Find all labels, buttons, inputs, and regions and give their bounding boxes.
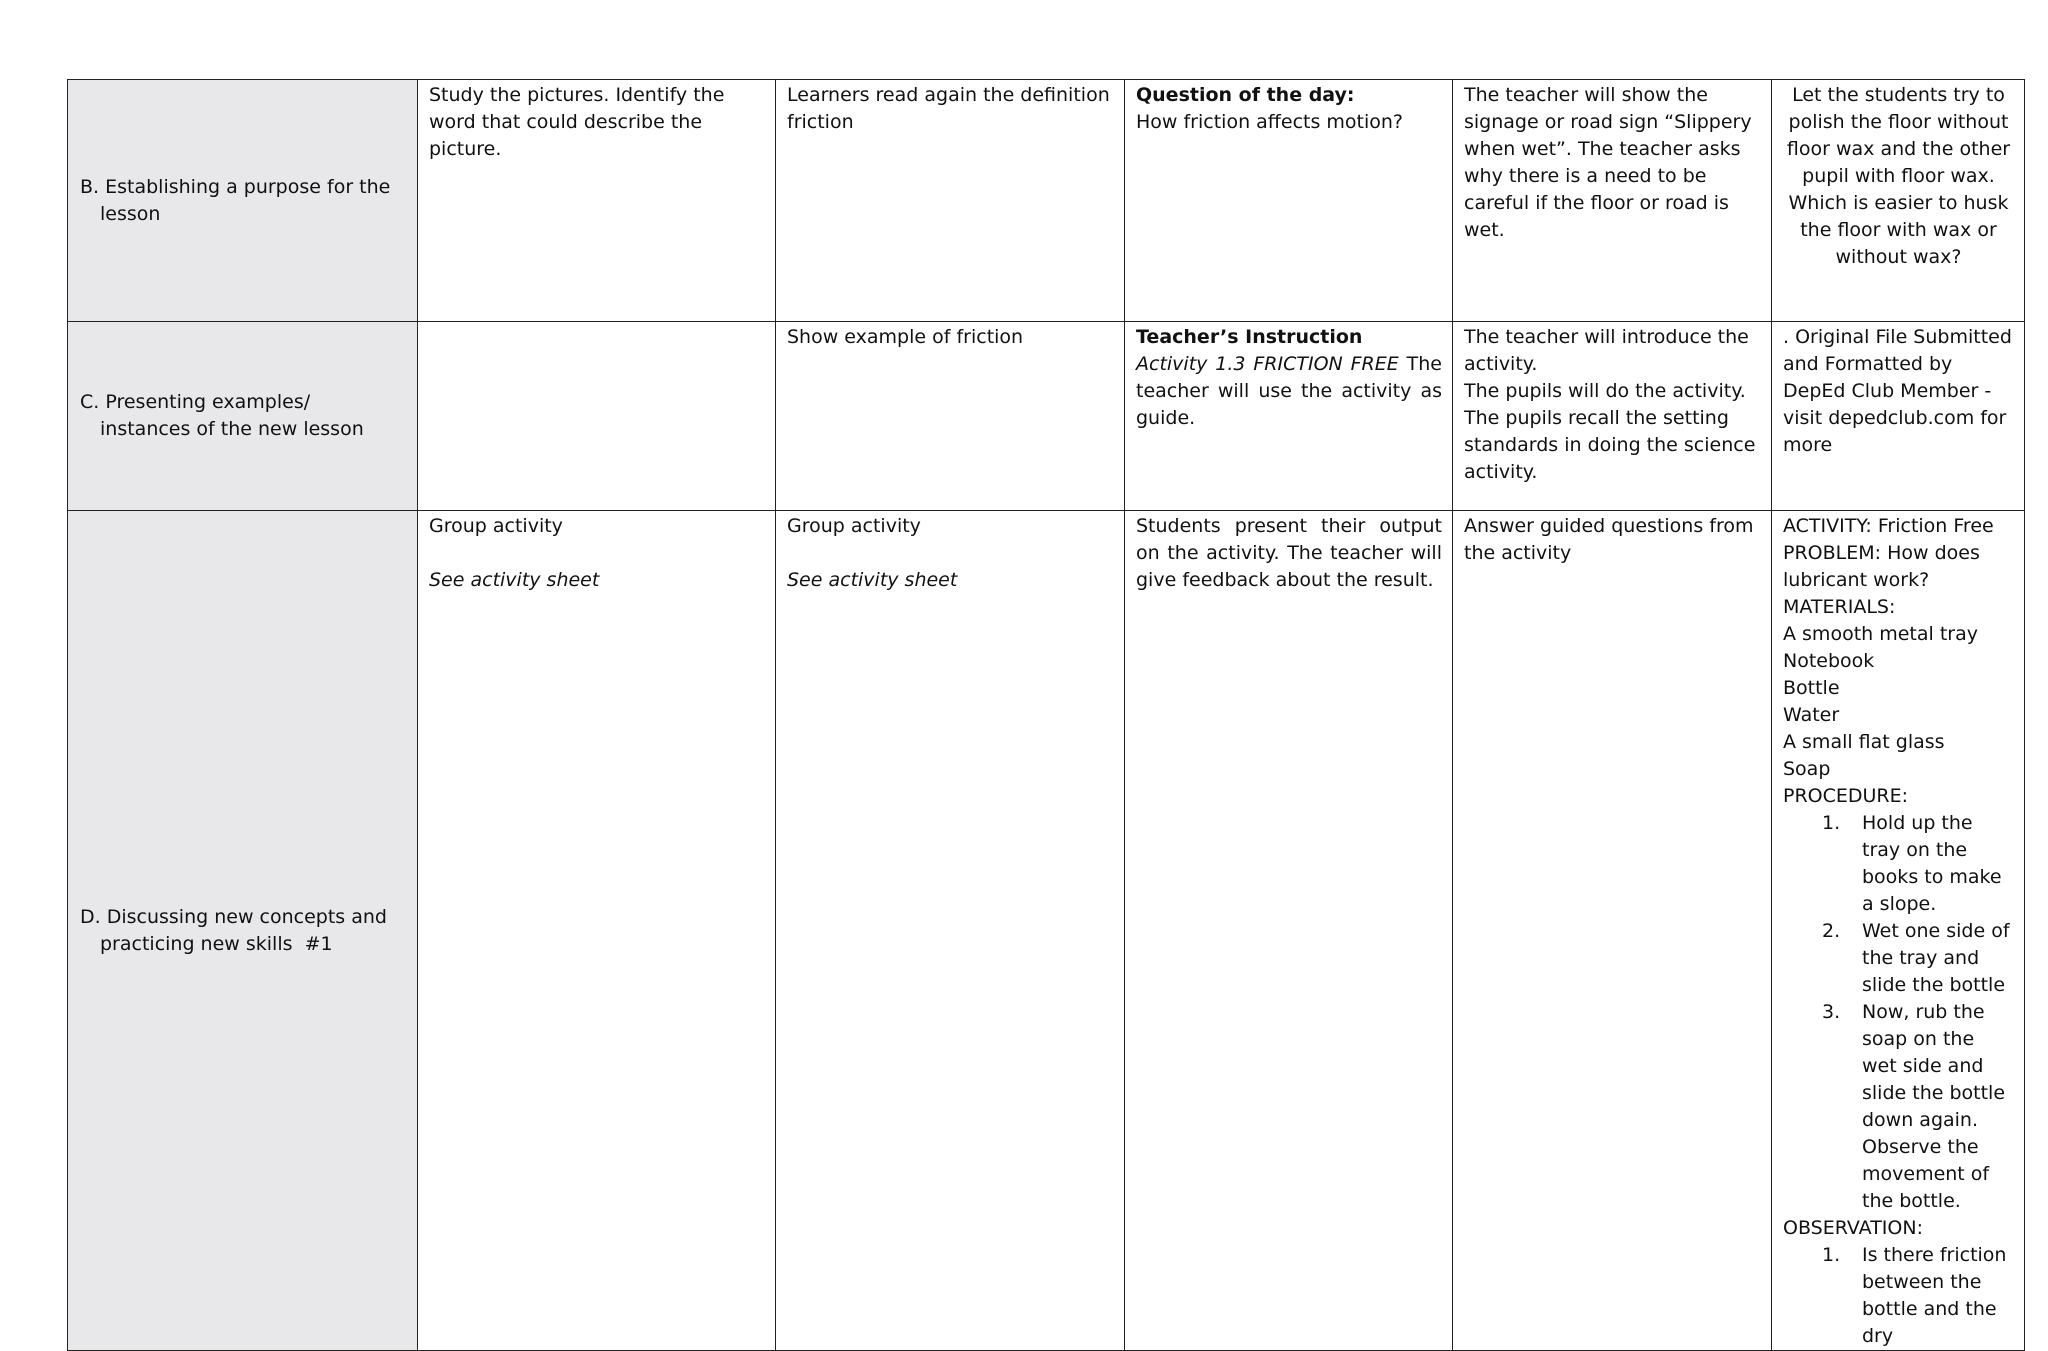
cell-c-col4: The teacher will introduce the activity. The pupils will do the activity. The pupils recall the setting standards in doing the science activity. (1453, 322, 1772, 511)
observation-item: 1. Is there friction between the bottle and the dry (1822, 1244, 2007, 1347)
activity-title: Activity 1.3 FRICTION FREE (1136, 353, 1399, 375)
teacher-instruction-heading: Teacher’s Instruction (1136, 326, 1363, 348)
activity-problem: PROBLEM: How does lubricant work? (1783, 542, 1980, 591)
procedure-step: 2. Wet one side of the tray and slide the bottle (1822, 920, 2010, 996)
activity-instruction: The teacher will use the activity as guide. (1136, 353, 1442, 429)
cell-c-col5: . Original File Submitted and Formatted by DepEd Club Member - visit depedclub.com for more (1772, 322, 2025, 511)
material-item: Notebook (1783, 650, 1875, 672)
row-label-c: C. Presenting examples/ instances of the new lesson (68, 322, 418, 511)
question-of-day-heading: Question of the day: (1136, 84, 1355, 106)
cell-c-col3 (1125, 322, 1453, 511)
cell-d-col5 (1772, 511, 2025, 1351)
observation-heading: OBSERVATION: (1783, 1217, 1923, 1239)
row-label-b: B. Establishing a purpose for the lesson (68, 80, 418, 322)
cell-b-col3 (1125, 80, 1453, 322)
cell-d-col4: Answer guided questions from the activity (1453, 511, 1772, 1351)
material-item: Water (1783, 704, 1840, 726)
material-item: Bottle (1783, 677, 1840, 699)
cell-b-col1: Study the pictures. Identify the word that could describe the picture. (418, 80, 776, 322)
cell-b-col5: Let the students try to polish the floor without floor wax and the other pupil with floor wax. Which is easier to husk the floor with wax or without wax? (1772, 80, 2025, 322)
table-row (68, 511, 2025, 1351)
materials-heading: MATERIALS: (1783, 596, 1896, 618)
cell-c-col1 (418, 322, 776, 511)
cell-d-col2: Group activity See activity sheet (776, 511, 1125, 1351)
observation-list (1783, 1242, 2014, 1350)
table-row (68, 322, 2025, 511)
lesson-plan-table (67, 79, 2025, 1351)
cell-d-col3: Students present their output on the activity. The teacher will give feedback about the result. (1125, 511, 1453, 1351)
activity-name: ACTIVITY: Friction Free (1783, 515, 1994, 537)
procedure-step: 3. Now, rub the soap on the wet side and slide the bottle down again. Observe the movement of the bottle. (1822, 1001, 2006, 1212)
procedure-heading: PROCEDURE: (1783, 785, 1909, 807)
material-item: A smooth metal tray (1783, 623, 1978, 645)
cell-b-col4: The teacher will show the signage or road sign “Slippery when wet”. The teacher asks why there is a need to be careful if the floor or road is wet. (1453, 80, 1772, 322)
cell-c-col2: Show example of friction (776, 322, 1125, 511)
material-item: A small flat glass (1783, 731, 1945, 753)
procedure-list (1783, 810, 2014, 1215)
material-item: Soap (1783, 758, 1831, 780)
question-of-day-text: How friction affects motion? (1136, 111, 1404, 133)
procedure-step: 1. Hold up the tray on the books to make a slope. (1822, 812, 2002, 915)
cell-b-col2: Learners read again the definition friction (776, 80, 1125, 322)
cell-d-col1: Group activity See activity sheet (418, 511, 776, 1351)
table-row (68, 80, 2025, 322)
row-label-d: D. Discussing new concepts and practicing new skills #1 (68, 511, 418, 1351)
